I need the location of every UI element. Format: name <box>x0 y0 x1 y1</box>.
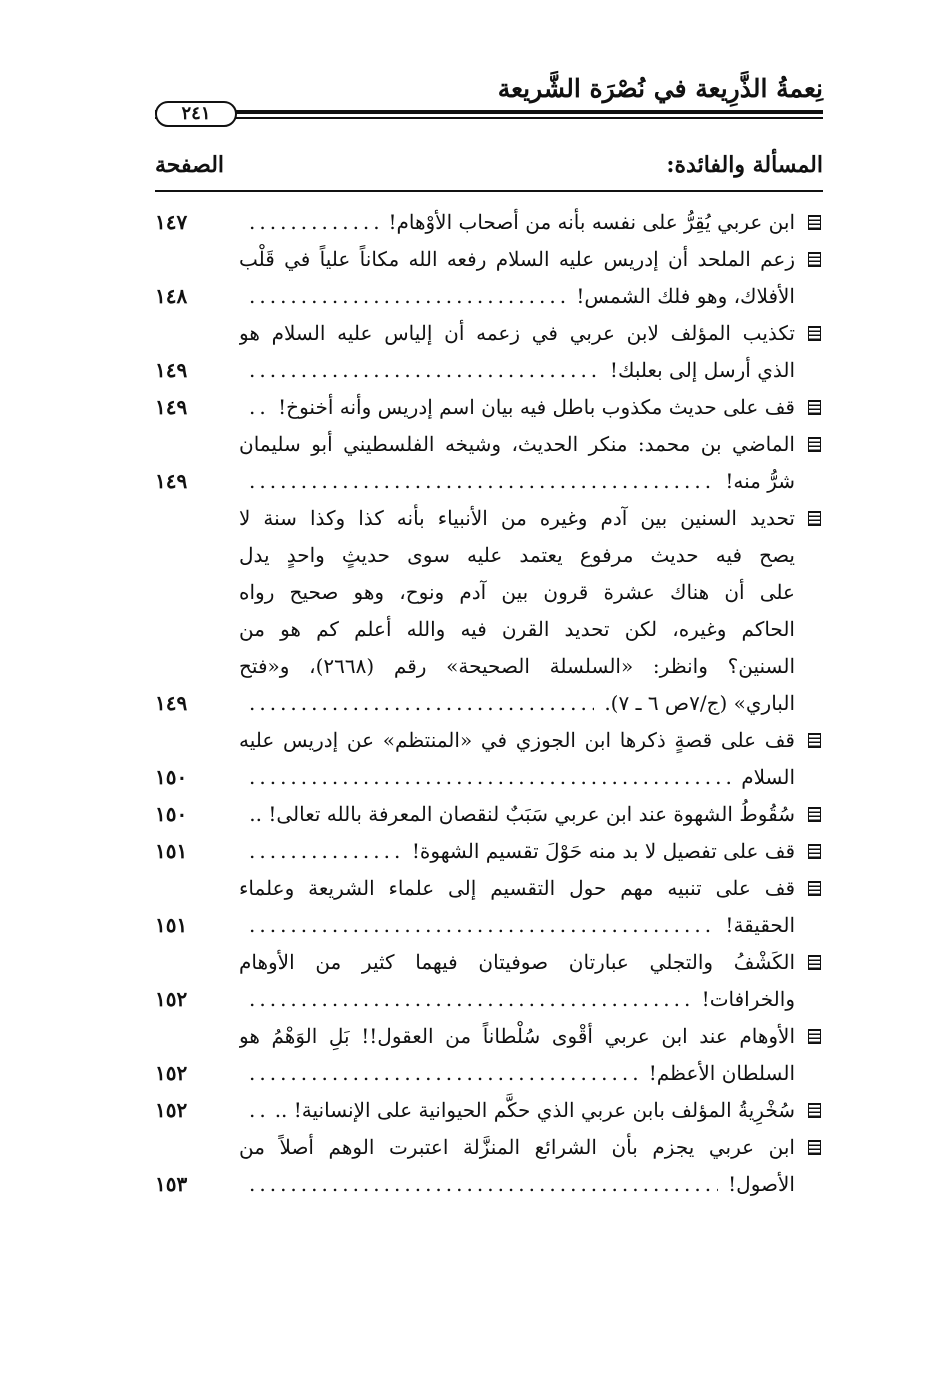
entry-text-line: الحاكم وغيره، لكن تحديد القرن فيه والله أعلم كم هو من <box>239 617 795 641</box>
dot-leader <box>249 833 402 870</box>
entry-text-line: ابن عربي يُقِرُّ على نفسه بأنه من أصحاب الأوْهام! <box>388 210 795 234</box>
entry-page-number: ١٥١ <box>155 913 188 937</box>
index-entry <box>155 1018 823 1092</box>
entry-page-number: ١٥٠ <box>155 765 188 789</box>
index-entry <box>155 1129 823 1203</box>
dot-leader <box>249 685 594 722</box>
dot-leader <box>249 204 378 241</box>
entry-text-line: قف على تفصيل لا بد منه حَوْلَ تقسيم الشهوة! <box>411 839 795 863</box>
book-bullet-icon <box>808 326 821 341</box>
dot-leader <box>249 1166 718 1203</box>
entry-last-line <box>239 278 795 315</box>
book-bullet-icon <box>808 252 821 267</box>
entry-text-line: يصح فيه حديث مرفوع يعتمد عليه سوى حديثٍ واحدٍ يدل <box>239 543 795 567</box>
entry-last-line <box>239 759 795 796</box>
entry-text-line: على أن هناك عشرة قرون بين آدم ونوح، وهو صحيح رواه <box>239 580 795 604</box>
dot-leader <box>249 463 715 500</box>
index-entry <box>155 944 823 1018</box>
book-bullet-icon <box>808 1103 821 1118</box>
page-number: ٢٤١ <box>155 101 237 127</box>
dot-leader <box>249 389 268 426</box>
entry-page-number: ١٤٩ <box>155 395 188 419</box>
book-bullet-icon <box>808 215 821 230</box>
entry-text-line: الكَشْفُ والتجلي عبارتان صوفيتان فيهما كثير من الأوهام <box>239 950 795 974</box>
entry-last-line <box>239 389 795 426</box>
entry-text-line: قف على قصةٍ ذكرها ابن الجوزي في «المنتظم» عن إدريس عليه <box>239 728 795 752</box>
entry-text-line: الأوهام عند ابن عربي أقْوى سُلْطاناً من العقول!! بَلِ الوَهْمُ هو <box>239 1024 795 1048</box>
entry-last-line <box>239 463 795 500</box>
column-headings <box>155 146 823 184</box>
entry-text-line: تكذيب المؤلف لابن عربي في زعمه أن إلياس عليه السلام هو <box>239 321 795 345</box>
page-heading: الصفحة <box>155 152 225 178</box>
entry-last-line <box>239 685 795 722</box>
index-entry <box>155 833 823 870</box>
index-entry <box>155 241 823 315</box>
book-bullet-icon <box>808 733 821 748</box>
entry-last-line <box>239 1092 795 1129</box>
entry-text-line: الحقيقة! <box>725 913 795 937</box>
index-entry <box>155 796 823 833</box>
book-bullet-icon <box>808 955 821 970</box>
entry-text-line: السنين؟ وانظر: «السلسلة الصحيحة» رقم (٢٦٦٨)، و«فتح <box>239 654 795 678</box>
entry-text-line: سُخْرِيةُ المؤلف بابن عربي الذي حكَّم الحيوانية على الإنسانية! .. <box>274 1098 795 1122</box>
entry-text-line: الذي أرسل إلى بعلبك! <box>609 358 795 382</box>
topic-heading: المسألة والفائدة: <box>666 152 823 178</box>
dot-leader <box>249 278 566 315</box>
entry-text-line: والخرافات! <box>701 987 795 1011</box>
entry-last-line <box>239 833 795 870</box>
entry-last-line <box>239 796 795 833</box>
entry-text-line: ابن عربي يجزم بأن الشرائع المنزَّلة اعتبرت الوهم أصلاً من <box>239 1135 795 1159</box>
running-header <box>155 70 823 122</box>
book-bullet-icon <box>808 807 821 822</box>
entry-page-number: ١٥٣ <box>155 1172 188 1196</box>
index-entry <box>155 500 823 722</box>
index-entry <box>155 204 823 241</box>
entry-page-number: ١٥٢ <box>155 1061 188 1085</box>
header-rule-thin <box>155 117 823 119</box>
entry-last-line <box>239 1166 795 1203</box>
index-entry <box>155 389 823 426</box>
entry-text-line: شرُّ منه! <box>725 469 795 493</box>
entry-text-line: قف على تنبيه مهم حول التقسيم إلى علماء الشريعة وعلماء <box>239 876 795 900</box>
dot-leader <box>249 1092 265 1129</box>
entry-page-number: ١٥٢ <box>155 987 188 1011</box>
entry-text-line: سُقُوطُ الشهوة عند ابن عربي سَبَبٌ لنقصان المعرفة بالله تعالى! .. <box>249 802 795 826</box>
entry-last-line <box>239 981 795 1018</box>
entry-last-line <box>239 204 795 241</box>
index-entries <box>155 204 823 1203</box>
entry-page-number: ١٤٧ <box>155 210 188 234</box>
entry-text-line: الماضي بن محمد: منكر الحديث، وشيخه الفلسطيني أبو سليمان <box>239 432 795 456</box>
entry-last-line <box>239 1055 795 1092</box>
book-bullet-icon <box>808 1140 821 1155</box>
entry-text-line: الباري» (ج/٧ص ٦ ـ ٧). <box>604 691 795 715</box>
book-bullet-icon <box>808 400 821 415</box>
entry-text-line: زعم الملحد أن إدريس عليه السلام رفعه الله مكاناً علياً في قَلْب <box>239 247 795 271</box>
entry-text-line: السلام <box>741 765 795 789</box>
book-bullet-icon <box>808 437 821 452</box>
entry-page-number: ١٤٩ <box>155 469 188 493</box>
dot-leader <box>249 1055 639 1092</box>
index-entry <box>155 1092 823 1129</box>
dot-leader <box>249 981 692 1018</box>
entry-last-line <box>239 907 795 944</box>
dot-leader <box>249 352 600 389</box>
index-entry <box>155 315 823 389</box>
entry-text-line: الأفلاك، وهو فلك الشمس! <box>576 284 795 308</box>
entry-page-number: ١٥٢ <box>155 1098 188 1122</box>
book-bullet-icon <box>808 844 821 859</box>
entry-text-line: الأصول! <box>728 1172 795 1196</box>
book-title: نِعمةُ الذَّرِيعة في نُصْرَة الشَّريعة <box>497 74 823 103</box>
book-bullet-icon <box>808 1029 821 1044</box>
index-entry <box>155 870 823 944</box>
entry-text-line: قف على حديث مكذوب باطل فيه بيان اسم إدريس وأنه أخنوخ! <box>278 395 795 419</box>
book-bullet-icon <box>808 881 821 896</box>
entry-page-number: ١٤٩ <box>155 358 188 382</box>
entry-text-line: تحديد السنين بين آدم وغيره من الأنبياء بأنه كذا وكذا سنة لا <box>239 506 795 530</box>
entry-page-number: ١٤٩ <box>155 691 188 715</box>
book-bullet-icon <box>808 511 821 526</box>
entry-page-number: ١٤٨ <box>155 284 188 308</box>
entry-last-line <box>239 352 795 389</box>
entry-text-line: السلطان الأعظم! <box>648 1061 795 1085</box>
entry-page-number: ١٥٠ <box>155 802 188 826</box>
column-heading-rule <box>155 190 823 192</box>
dot-leader <box>249 759 731 796</box>
header-rule-thick <box>155 110 823 114</box>
index-entry <box>155 722 823 796</box>
entry-page-number: ١٥١ <box>155 839 188 863</box>
dot-leader <box>249 907 715 944</box>
index-entry <box>155 426 823 500</box>
